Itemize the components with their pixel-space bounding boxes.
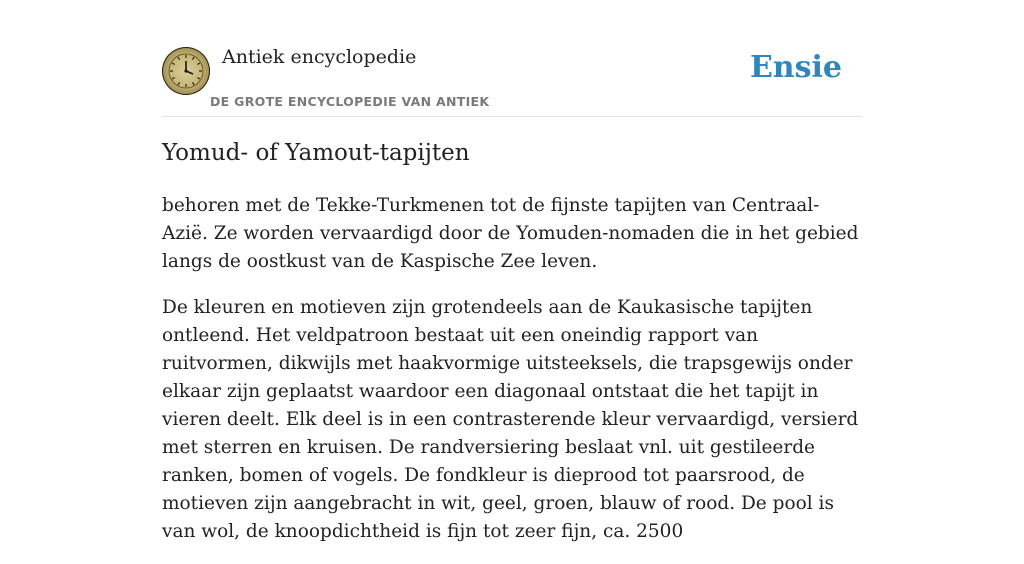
antique-clock-icon[interactable]	[162, 47, 210, 95]
site-logo-text[interactable]: Ensie	[749, 50, 842, 85]
entry-paragraph: behoren met de Tekke-Turkmenen tot de fijnste tapijten van Centraal-Azië. Ze worden vervaardigd door de Yomuden-nomaden die in het gebied langs de oostkust van de Kaspische Zee leven.	[162, 195, 859, 272]
entry-title: Yomud- of Yamout-tapijten	[162, 140, 470, 166]
entry-body	[162, 192, 862, 564]
entry-paragraph: De kleuren en motieven zijn grotendeels aan de Kaukasische tapijten ontleend. Het veldpatroon bestaat uit een oneindig rapport van ruitvormen, dikwijls met haakvormige uitsteeksels, die trapsgewijs onder elkaar zijn geplaatst waardoor een diagonaal ontstaat die het tapijt in vieren deelt. Elk deel is in een contrasterende kleur vervaardigd, versierd met sterren en kruisen. De randversiering beslaat vnl. uit gestileerde ranken, bomen of vogels. De fondkleur is dieprood tot paarsrood, de motieven zijn aangebracht in wit, geel, groen, blauw of rood. De pool is van wol, de knoopdichtheid is fijn tot zeer fijn, ca. 2500	[162, 297, 859, 542]
brand-subtitle: DE GROTE ENCYCLOPEDIE VAN ANTIEK	[210, 94, 490, 109]
site-header	[162, 40, 862, 117]
brand-title[interactable]: Antiek encyclopedie	[222, 46, 417, 68]
